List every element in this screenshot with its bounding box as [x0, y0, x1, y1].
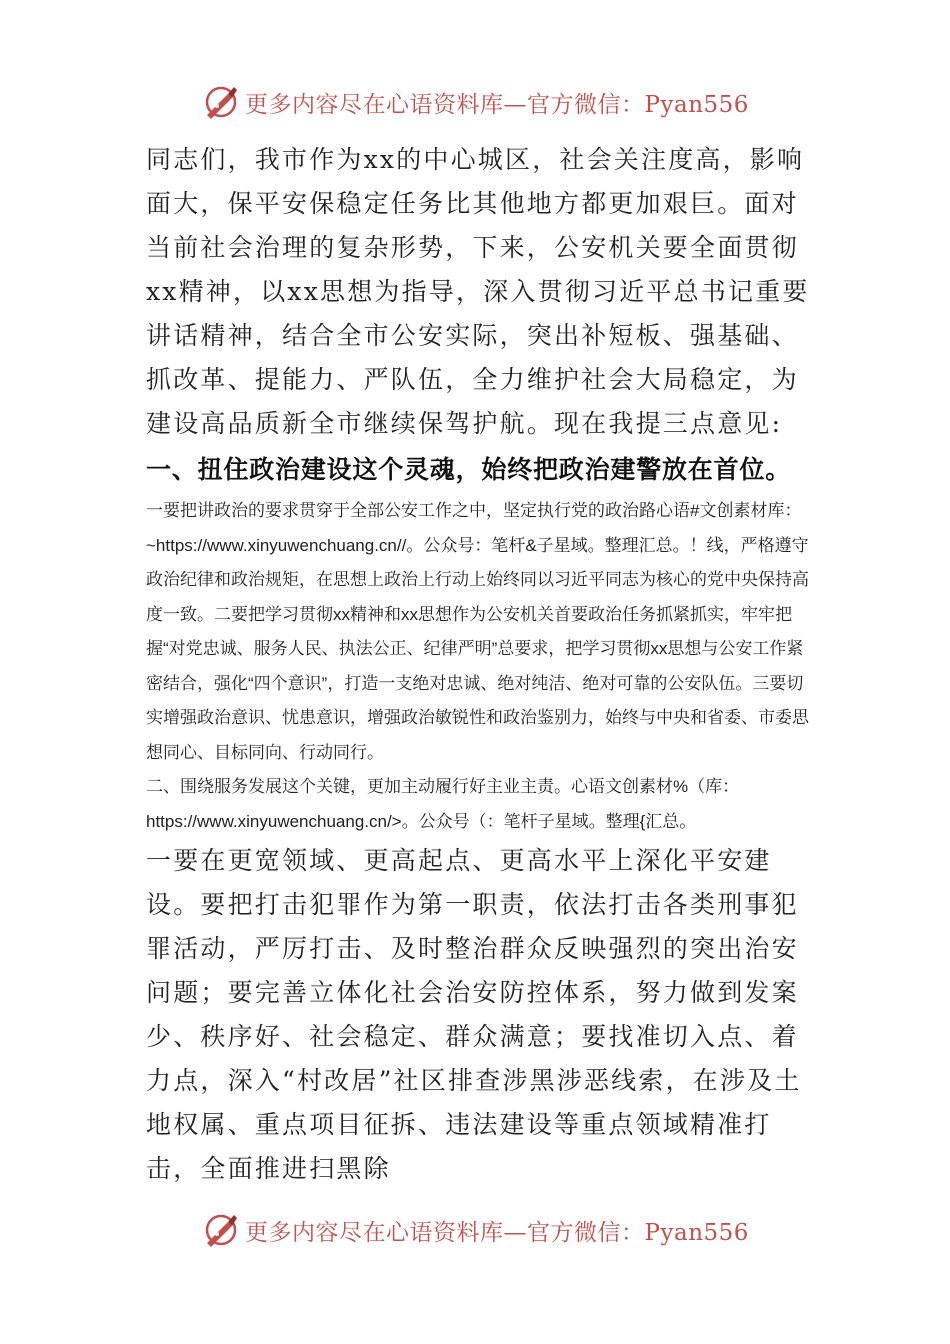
pen-nib-logo-icon: [201, 82, 241, 122]
section-heading-2: 二、围绕服务发展这个关键，更加主动履行好主业主责。心语文创素材%（库：https://www.xinyuwenchuang.cn/>。公众号（：笔杆子星域。整理{汇总。: [146, 777, 740, 831]
banner-text: 更多内容尽在心语资料库—官方微信：Pyan556: [245, 1219, 749, 1246]
section-1-paragraph: 一要把讲政治的要求贯穿于全部公安工作之中，坚定执行党的政治路心语#文创素材库：~https://www.xinyuwenchuang.cn//。公众号：笔杆&子星域。整理汇总。！线，严格遵守政治纪律和政治规矩，在思想上政治上行动上始终同以习近平同志为核心的党中央保持高度一致。二要把学习贯彻xx精神和xx思想作为公安机关首要政治任务抓紧抓实，牢牢把握“对党忠诚、服务人民、执法公正、纪律严明”总要求，把学习贯彻xx思想与公安工作紧密结合，强化“四个意识”，打造一支绝对忠诚、绝对纯洁、绝对可靠的公安队伍。三要切实增强政治意识、忧患意识，增强政治敏锐性和政治鉴别力，始终与中央和省委、市委思想同心、目标同向、行动同行。: [146, 501, 809, 762]
section-2-paragraph: 一要在更宽领域、更高起点、更高水平上深化平安建设。要把打击犯罪作为第一职责，依法打击各类刑事犯罪活动，严厉打击、及时整治群众反映强烈的突出治安问题；要完善立体化社会治安防控体系，努力做到发案少、秩序好、社会稳定、群众满意；要找准切入点、着力点，深入“村改居”社区排查涉黑涉恶线索，在涉及土地权属、重点项目征拆、违法建设等重点领域精准打击，全面推进扫黑除: [146, 846, 802, 1183]
banner-text: 更多内容尽在心语资料库—官方微信：Pyan556: [245, 91, 749, 118]
header-banner: [0, 80, 950, 124]
document-body: [146, 138, 811, 1191]
intro-paragraph: 同志们，我市作为xx的中心城区，社会关注度高，影响面大，保平安保稳定任务比其他地方都更加艰巨。面对当前社会治理的复杂形势，下来，公安机关要全面贯彻xx精神，以xx思想为指导，深入贯彻习近平总书记重要讲话精神，结合全市公安实际，突出补短板、强基础、抓改革、提能力、严队伍，全力维护社会大局稳定，为建设高品质新全市继续保驾护航。现在我提三点意见:: [146, 145, 810, 438]
footer-banner: [0, 1208, 950, 1252]
section-heading-1: 一、扭住政治建设这个灵魂，始终把政治建警放在首位。: [146, 455, 792, 484]
pen-nib-logo-icon: [201, 1210, 241, 1250]
